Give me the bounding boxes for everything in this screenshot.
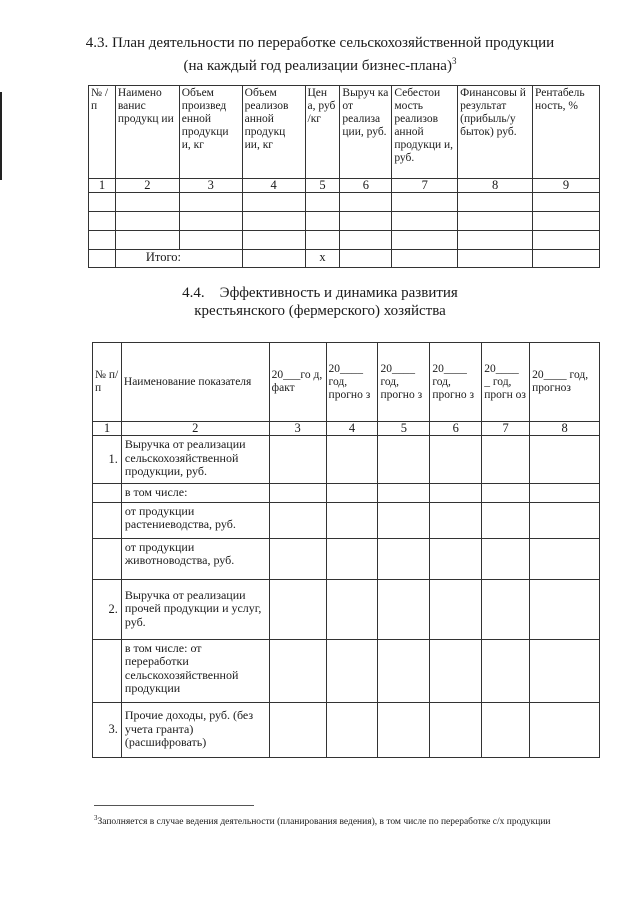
value-cell[interactable]	[530, 579, 600, 639]
col-header: 20____ год, прогноз	[530, 343, 600, 422]
col-number: 5	[378, 422, 430, 436]
col-header: 20____ год, прогно з	[378, 343, 430, 422]
value-cell[interactable]	[482, 639, 530, 702]
table-row	[93, 702, 600, 757]
value-cell[interactable]	[430, 538, 482, 579]
value-cell[interactable]	[269, 436, 326, 484]
empty-cell[interactable]	[242, 250, 305, 268]
value-cell[interactable]	[482, 702, 530, 757]
empty-cell[interactable]	[458, 212, 533, 231]
row-label: Выручка от реализации сельскохозяйственной продукции, руб.	[121, 436, 269, 484]
value-cell[interactable]	[482, 502, 530, 538]
col-number: 8	[530, 422, 600, 436]
empty-cell[interactable]	[340, 193, 392, 212]
value-cell[interactable]	[378, 436, 430, 484]
value-cell[interactable]	[530, 436, 600, 484]
col-number: 2	[121, 422, 269, 436]
footnote-ref: 3	[451, 56, 457, 66]
empty-cell[interactable]	[89, 193, 116, 212]
empty-cell[interactable]	[115, 231, 179, 250]
column-number-row	[89, 179, 600, 193]
total-row	[89, 250, 600, 268]
col-header: № /п	[89, 86, 116, 179]
col-header: Финансовы й результат (прибыль/у быток) руб.	[458, 86, 533, 179]
table-row	[93, 538, 600, 579]
col-number: 8	[458, 179, 533, 193]
empty-cell	[89, 250, 116, 268]
value-cell[interactable]	[530, 502, 600, 538]
value-cell[interactable]	[269, 484, 326, 503]
empty-cell[interactable]	[392, 231, 458, 250]
empty-cell[interactable]	[305, 193, 340, 212]
row-label: в том числе:	[121, 484, 269, 503]
empty-cell[interactable]	[340, 250, 392, 268]
value-cell[interactable]	[530, 639, 600, 702]
value-cell[interactable]	[378, 702, 430, 757]
value-cell[interactable]	[430, 702, 482, 757]
value-cell[interactable]	[430, 436, 482, 484]
footnote-divider	[94, 805, 254, 806]
row-number: 3.	[93, 702, 122, 757]
footnote	[94, 812, 594, 828]
table-row	[93, 579, 600, 639]
col-number: 3	[269, 422, 326, 436]
value-cell[interactable]	[430, 639, 482, 702]
value-cell[interactable]	[269, 579, 326, 639]
value-cell[interactable]	[530, 538, 600, 579]
value-cell[interactable]	[378, 502, 430, 538]
col-number: 2	[115, 179, 179, 193]
processing-plan-table	[88, 85, 600, 268]
value-cell[interactable]	[326, 639, 378, 702]
section-4-3-title-line2-text: (на каждый год реализации бизнес-плана)	[183, 58, 452, 74]
footnote-mark: 3	[94, 814, 98, 822]
value-cell[interactable]	[482, 436, 530, 484]
table-row	[93, 484, 600, 503]
value-cell[interactable]	[326, 484, 378, 503]
col-number: 7	[392, 179, 458, 193]
value-cell[interactable]	[482, 579, 530, 639]
total-x-mark: x	[305, 250, 340, 268]
empty-cell[interactable]	[392, 250, 458, 268]
empty-cell[interactable]	[340, 231, 392, 250]
section-4-3-title	[0, 34, 640, 75]
section-4-4-title-line1: 4.4. Эффективность и динамика развития	[182, 285, 458, 301]
value-cell[interactable]	[430, 484, 482, 503]
col-header: Цен а, руб /кг	[305, 86, 340, 179]
empty-cell[interactable]	[179, 193, 242, 212]
row-label: от продукции животноводства, руб.	[121, 538, 269, 579]
row-number	[93, 639, 122, 702]
col-header: Объем реализов анной продукц ии, кг	[242, 86, 305, 179]
col-header: 20____ _ год, прогн оз	[482, 343, 530, 422]
empty-cell[interactable]	[89, 212, 116, 231]
value-cell[interactable]	[326, 538, 378, 579]
col-number: 1	[89, 179, 116, 193]
table-row	[93, 639, 600, 702]
empty-cell[interactable]	[115, 193, 179, 212]
value-cell[interactable]	[326, 702, 378, 757]
empty-cell[interactable]	[242, 212, 305, 231]
row-label: Выручка от реализации прочей продукции и услуг, руб.	[121, 579, 269, 639]
col-number: 3	[179, 179, 242, 193]
empty-cell[interactable]	[305, 231, 340, 250]
section-4-4-title	[0, 284, 640, 320]
row-number	[93, 538, 122, 579]
value-cell[interactable]	[378, 639, 430, 702]
value-cell[interactable]	[326, 579, 378, 639]
value-cell[interactable]	[378, 579, 430, 639]
empty-row	[89, 231, 600, 250]
value-cell[interactable]	[430, 579, 482, 639]
col-header: Объем произвед енной продукци и, кг	[179, 86, 242, 179]
section-4-3-title-line2	[0, 52, 640, 75]
efficiency-header-row	[93, 343, 600, 422]
empty-cell[interactable]	[305, 212, 340, 231]
value-cell[interactable]	[530, 702, 600, 757]
value-cell[interactable]	[482, 484, 530, 503]
row-label: от продукции растениеводства, руб.	[121, 502, 269, 538]
empty-cell[interactable]	[89, 231, 116, 250]
section-4-3-title-line1: 4.3. План деятельности по переработке сельскохозяйственной продукции	[85, 35, 555, 51]
col-header: Себестои мость реализов анной продукци и, руб.	[392, 86, 458, 179]
value-cell[interactable]	[378, 484, 430, 503]
row-label: в том числе: от переработки сельскохозяйственной продукции	[121, 639, 269, 702]
empty-cell[interactable]	[458, 231, 533, 250]
row-label: Прочие доходы, руб. (без учета гранта) (расшифровать)	[121, 702, 269, 757]
value-cell[interactable]	[326, 502, 378, 538]
empty-cell[interactable]	[179, 212, 242, 231]
footnote-text: Заполняется в случае ведения деятельности (планирования ведения), в том числе по переработке с/х продукции	[97, 817, 551, 828]
empty-row	[89, 193, 600, 212]
col-header: 20____ год, прогно з	[326, 343, 378, 422]
value-cell[interactable]	[269, 502, 326, 538]
value-cell[interactable]	[269, 639, 326, 702]
empty-cell[interactable]	[392, 193, 458, 212]
col-header: № п/п	[93, 343, 122, 422]
empty-cell[interactable]	[115, 212, 179, 231]
empty-cell[interactable]	[340, 212, 392, 231]
value-cell[interactable]	[530, 484, 600, 503]
col-header: 20___го д, факт	[269, 343, 326, 422]
col-number: 7	[482, 422, 530, 436]
empty-cell[interactable]	[392, 212, 458, 231]
empty-cell[interactable]	[458, 193, 533, 212]
col-number: 1	[93, 422, 122, 436]
value-cell[interactable]	[482, 538, 530, 579]
binding-edge-mark	[0, 92, 2, 180]
empty-row	[89, 212, 600, 231]
value-cell[interactable]	[430, 502, 482, 538]
col-header: Наимено ванис продукц ии	[115, 86, 179, 179]
total-label: Итого:	[115, 250, 242, 268]
value-cell[interactable]	[269, 702, 326, 757]
col-number: 6	[430, 422, 482, 436]
processing-plan-header-row	[89, 86, 600, 179]
col-number: 4	[326, 422, 378, 436]
value-cell[interactable]	[378, 538, 430, 579]
section-4-4-title-line2: крестьянского (фермерского) хозяйства	[194, 303, 446, 319]
row-number: 2.	[93, 579, 122, 639]
efficiency-table	[92, 342, 600, 758]
empty-cell[interactable]	[179, 231, 242, 250]
empty-cell[interactable]	[533, 250, 600, 268]
empty-cell[interactable]	[533, 193, 600, 212]
empty-cell[interactable]	[458, 250, 533, 268]
empty-cell[interactable]	[242, 193, 305, 212]
col-header: Выруч ка от реализа ции, руб.	[340, 86, 392, 179]
empty-cell[interactable]	[533, 231, 600, 250]
col-number: 6	[340, 179, 392, 193]
table-row	[93, 436, 600, 484]
col-header: 20____ год, прогно з	[430, 343, 482, 422]
col-number: 4	[242, 179, 305, 193]
row-number	[93, 502, 122, 538]
col-header: Рентабель ность, %	[533, 86, 600, 179]
column-number-row	[93, 422, 600, 436]
empty-cell[interactable]	[242, 231, 305, 250]
col-header: Наименование показателя	[121, 343, 269, 422]
value-cell[interactable]	[269, 538, 326, 579]
empty-cell[interactable]	[533, 212, 600, 231]
table-row	[93, 502, 600, 538]
value-cell[interactable]	[326, 436, 378, 484]
col-number: 9	[533, 179, 600, 193]
row-number	[93, 484, 122, 503]
col-number: 5	[305, 179, 340, 193]
row-number: 1.	[93, 436, 122, 484]
